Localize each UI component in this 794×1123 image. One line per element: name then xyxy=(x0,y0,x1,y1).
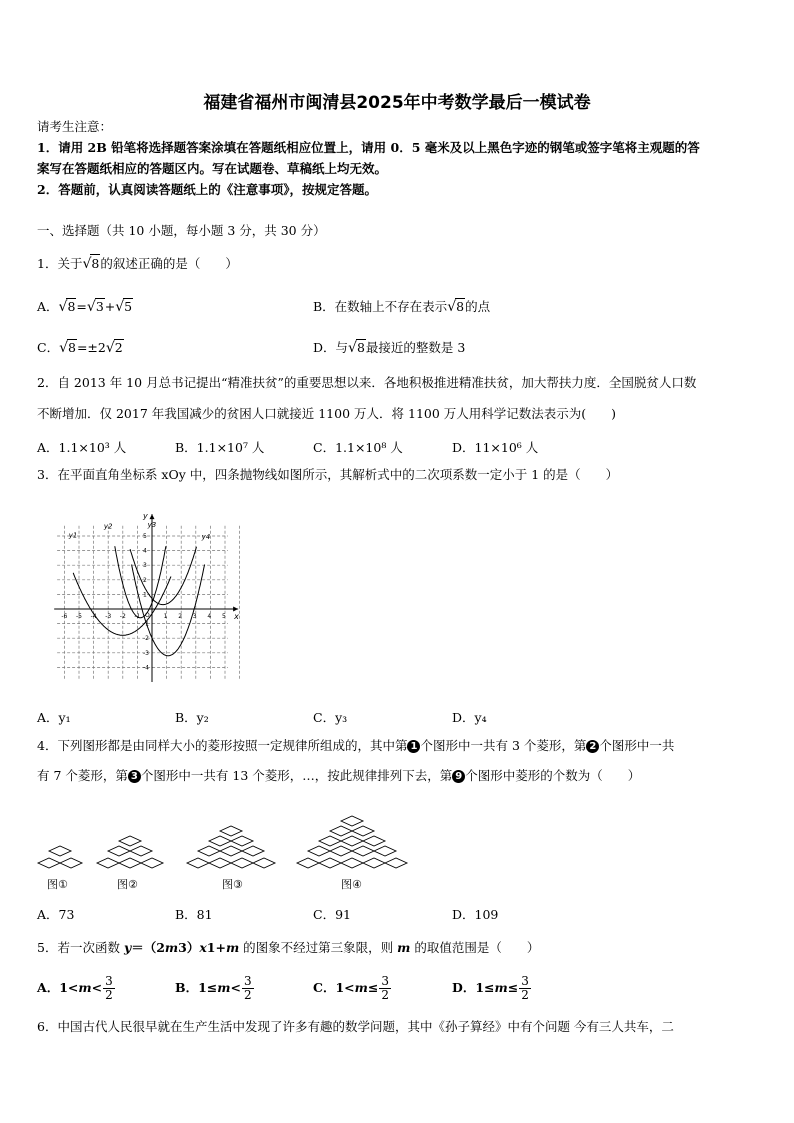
q3-option-d[interactable]: D．y₄ xyxy=(452,710,487,725)
fig-label-4: 图④ xyxy=(341,878,362,891)
sqrt-sign: √ xyxy=(348,340,357,356)
fraction xyxy=(379,975,391,1002)
q1-a-label: A． xyxy=(37,299,59,314)
q1-option-a[interactable] xyxy=(37,297,133,315)
q5-var-m3: m xyxy=(397,940,411,955)
y-tick-label: -4 xyxy=(143,664,149,672)
curve-label-4: y4 xyxy=(201,532,211,541)
q5-var-y: y xyxy=(123,940,132,955)
q5-a-pre: A．1< xyxy=(37,980,79,995)
rhombus-shape xyxy=(231,836,253,846)
rhombus-shape xyxy=(209,858,231,868)
notice-item-2: 2．答题前，认真阅读答题纸上的《注意事项》，按规定答题。 xyxy=(37,182,377,197)
q1-post-text: 的叙述正确的是（ ） xyxy=(100,256,238,271)
x-tick-label: 3 xyxy=(192,613,197,620)
rhombus-pattern-figures xyxy=(35,795,420,895)
rhombus-group xyxy=(38,816,407,868)
fraction-numerator: 3 xyxy=(105,974,113,988)
rhombus-shape xyxy=(220,826,242,836)
q5-a-m: m xyxy=(78,980,92,995)
q4-line1-c: 个图形中一共 xyxy=(599,738,675,753)
sqrt-sign: √ xyxy=(86,299,96,315)
q1-a-radicand-2: 3 xyxy=(95,299,104,314)
x-axis-arrow xyxy=(233,607,238,612)
x-tick-label: -3 xyxy=(105,613,112,620)
q5-option-b[interactable] xyxy=(175,975,255,1002)
q5-var-x: x xyxy=(199,940,207,955)
q1-c-equals: =±2 xyxy=(76,340,106,355)
q4-option-d[interactable]: D．109 xyxy=(452,907,499,922)
rhombus-shape xyxy=(330,826,352,836)
q1-c-label: C． xyxy=(37,340,60,355)
rhombus-shape xyxy=(319,858,341,868)
rhombus-shape xyxy=(141,858,163,868)
q1-option-d[interactable] xyxy=(313,338,465,356)
q5-d-pre: D．1≤ xyxy=(452,980,495,995)
rhombus-shape xyxy=(38,858,60,868)
y-tick-label: 5 xyxy=(143,533,147,540)
fraction-denominator: 2 xyxy=(381,988,389,1002)
fraction-denominator: 2 xyxy=(105,988,113,1002)
x-tick-label: -5 xyxy=(76,613,82,620)
parabola-graph xyxy=(40,503,245,688)
q5-text-a: 5．若一次函数 xyxy=(37,940,124,955)
sqrt-sign: √ xyxy=(447,299,457,315)
rhombus-shape xyxy=(220,846,242,856)
parabola-y3 xyxy=(130,547,196,605)
q1-a-radicand-3: 5 xyxy=(124,299,133,314)
q5-text-b: ＝（2 xyxy=(131,940,165,955)
q5-c-pre: C．1< xyxy=(313,980,355,995)
rhombus-shape xyxy=(374,846,396,856)
q1-radicand: 8 xyxy=(91,256,100,271)
x-tick-label: -1 xyxy=(134,613,141,620)
rhombus-shape xyxy=(49,846,71,856)
q4-option-a[interactable]: A．73 xyxy=(37,907,75,922)
question-1-stem xyxy=(37,254,238,273)
rhombus-shape xyxy=(119,836,141,846)
q4-option-b[interactable]: B．81 xyxy=(175,907,213,922)
rhombus-shape xyxy=(341,816,363,826)
x-tick-label: 2 xyxy=(178,613,183,620)
curve-label-1: y1 xyxy=(68,531,78,540)
rhombus-shape xyxy=(60,858,82,868)
rhombus-shape xyxy=(330,846,352,856)
q1-c-radicand-1: 8 xyxy=(68,340,76,355)
q5-text-d: 1+ xyxy=(206,940,226,955)
y-tick-label: -3 xyxy=(143,649,149,657)
question-4-line-2 xyxy=(37,767,640,785)
question-6-line-1: 6．中国古代人民很早就在生产生活中发现了许多有趣的数学问题，其中《孙子算经》中有个问题 今有三人共车，二 xyxy=(37,1019,674,1034)
q5-c-rel: ≤ xyxy=(367,980,379,995)
q4-line2-c: 个图形中菱形的个数为（ ） xyxy=(465,768,641,783)
q1-d-radicand: 8 xyxy=(356,340,365,355)
y-tick-label: 3 xyxy=(143,562,147,570)
q5-c-m: m xyxy=(354,980,368,995)
fraction xyxy=(103,975,115,1002)
notice-item-1-line-1: 1．请用 2B 铅笔将选择题答案涂填在答题纸相应位置上，请用 0．5 毫米及以上黑色字迹的钢笔或签字笔将主观题的答 xyxy=(37,140,700,155)
q5-option-a[interactable] xyxy=(37,975,116,1002)
fraction xyxy=(519,975,531,1002)
rhombus-shape xyxy=(341,836,363,846)
fraction-denominator: 2 xyxy=(521,988,529,1002)
circled-number-3: 3 xyxy=(128,770,141,783)
circled-number-1: 1 xyxy=(407,740,420,753)
q1-d-pre: D．与 xyxy=(313,340,349,355)
y-tick-label: 4 xyxy=(143,547,147,555)
q1-c-radicand-2: 2 xyxy=(114,340,123,355)
q2-option-c[interactable]: C．1.1×10⁸ 人 xyxy=(313,440,403,455)
q5-b-pre: B．1≤ xyxy=(175,980,218,995)
q5-d-rel: ≤ xyxy=(507,980,519,995)
rhombus-shape xyxy=(253,858,275,868)
y-tick-label: -2 xyxy=(143,635,149,643)
notice-heading: 请考生注意： xyxy=(37,119,113,134)
q4-line1-a: 4．下列图形都是由同样大小的菱形按照一定规律所组成的，其中第 xyxy=(37,738,408,753)
q1-d-post: 最接近的整数是 3 xyxy=(365,340,466,355)
x-tick-label: -6 xyxy=(61,613,68,620)
rhombus-shape xyxy=(97,858,119,868)
q5-b-m: m xyxy=(217,980,231,995)
rhombus-shape xyxy=(363,858,385,868)
fig-label-2: 图② xyxy=(117,878,138,891)
x-tick-label: 5 xyxy=(222,613,226,620)
curve-label-3: y3 xyxy=(147,521,157,530)
q5-var-m2: m xyxy=(225,940,240,955)
q5-var-m: m xyxy=(164,940,179,955)
q5-d-m: m xyxy=(494,980,508,995)
origin-label: O xyxy=(145,612,150,619)
question-2-line-2: 不断增加．仅 2017 年我国减少的贫困人口就接近 1100 万人．将 1100 万人用科学记数法表示为( ) xyxy=(37,406,617,421)
q1-a-radicand-1: 8 xyxy=(67,299,76,314)
section-heading: 一、选择题（共 10 小题，每小题 3 分，共 30 分） xyxy=(37,223,326,238)
rhombus-shape xyxy=(231,858,253,868)
q1-a-equals: = xyxy=(76,299,87,314)
rhombus-shape xyxy=(319,836,341,846)
q4-line1-b: 个图形中一共有 3 个菱形，第 xyxy=(420,738,587,753)
rhombus-shape xyxy=(242,846,264,856)
rhombus-shape xyxy=(198,846,220,856)
q5-option-c[interactable] xyxy=(313,975,392,1002)
fraction xyxy=(242,975,254,1002)
y-tick-label: 2 xyxy=(143,576,147,584)
q1-b-post: 的点 xyxy=(465,299,491,314)
rhombus-shape xyxy=(363,836,385,846)
q3-option-b[interactable]: B．y₂ xyxy=(175,710,209,725)
circled-number-9: 9 xyxy=(452,770,465,783)
graph-labels xyxy=(61,512,239,672)
q5-b-rel: < xyxy=(230,980,241,995)
circled-number-2: 2 xyxy=(586,740,599,753)
q1-option-c[interactable] xyxy=(37,338,124,356)
rhombus-shape xyxy=(119,858,141,868)
question-5-stem xyxy=(37,939,539,957)
y-tick-label: -1 xyxy=(143,620,149,628)
q4-line2-a: 有 7 个菱形，第 xyxy=(37,768,128,783)
sqrt-sign: √ xyxy=(58,299,68,315)
q1-option-b[interactable] xyxy=(313,297,490,315)
fraction-numerator: 3 xyxy=(243,974,252,988)
q3-option-a[interactable]: A．y₁ xyxy=(37,710,71,725)
y-axis-label: y xyxy=(143,511,148,521)
x-axis-label: x xyxy=(234,612,239,621)
rhombus-shape xyxy=(187,858,209,868)
question-2-line-1: 2．自 2013 年 10 月总书记提出“精准扶贫”的重要思想以来．各地积极推进精准扶贫，加大帮扶力度．全国脱贫人口数 xyxy=(37,375,697,390)
q1-a-plus: + xyxy=(104,299,116,314)
rhombus-shape xyxy=(209,836,231,846)
x-tick-label: -2 xyxy=(119,613,126,620)
sqrt-sign: √ xyxy=(82,256,92,272)
question-3-stem: 3．在平面直角坐标系 xOy 中，四条抛物线如图所示，其解析式中的二次项系数一定小于 1 的是（ ） xyxy=(37,467,619,482)
q5-text-c: 3） xyxy=(178,940,200,955)
q5-text-e: 的图象不经过第三象限，则 xyxy=(239,940,398,955)
q1-pre-text: 1．关于 xyxy=(37,256,83,271)
fraction-numerator: 3 xyxy=(381,974,389,988)
sqrt-sign: √ xyxy=(115,299,125,315)
fig-label-1: 图① xyxy=(47,878,68,891)
notice-item-1-line-2: 案写在答题纸相应的答题区内。写在试题卷、草稿纸上均无效。 xyxy=(37,161,388,176)
rhombus-shape xyxy=(352,846,374,856)
rhombus-shape xyxy=(352,826,374,836)
y-tick-label: 1 xyxy=(143,591,147,599)
q4-option-c[interactable]: C．91 xyxy=(313,907,351,922)
fraction-denominator: 2 xyxy=(243,988,252,1002)
rhombus-shape xyxy=(341,858,363,868)
q5-option-d[interactable] xyxy=(452,975,532,1002)
x-tick-label: -4 xyxy=(90,613,97,620)
y-axis-arrow xyxy=(150,514,155,519)
q5-text-f: 的取值范围是（ ） xyxy=(410,940,540,955)
rhombus-shape xyxy=(108,846,130,856)
fig-label-3: 图③ xyxy=(222,878,243,891)
q2-option-d[interactable]: D．11×10⁶ 人 xyxy=(452,440,539,455)
rhombus-shape xyxy=(385,858,407,868)
graph-curves xyxy=(73,546,204,656)
q2-option-a[interactable]: A．1.1×10³ 人 xyxy=(37,440,127,455)
rhombus-shape xyxy=(308,846,330,856)
q1-b-pre: B．在数轴上不存在表示 xyxy=(313,299,448,314)
q1-b-radicand: 8 xyxy=(456,299,465,314)
x-tick-label: 4 xyxy=(207,613,212,620)
q2-option-b[interactable]: B．1.1×10⁷ 人 xyxy=(175,440,265,455)
sqrt-sign: √ xyxy=(105,340,115,356)
curve-label-2: y2 xyxy=(103,522,113,531)
rhombus-shape xyxy=(130,846,152,856)
q3-option-c[interactable]: C．y₃ xyxy=(313,710,348,725)
sqrt-sign: √ xyxy=(59,340,68,356)
question-4-line-1 xyxy=(37,737,674,755)
fraction-numerator: 3 xyxy=(521,974,529,988)
q4-line2-b: 个图形中一共有 13 个菱形，…，按此规律排列下去，第 xyxy=(140,768,453,783)
x-tick-label: 1 xyxy=(163,613,168,620)
q5-a-rel: < xyxy=(91,980,103,995)
page-title: 福建省福州市闽清县2025年中考数学最后一模试卷 xyxy=(203,93,591,113)
rhombus-shape xyxy=(297,858,319,868)
